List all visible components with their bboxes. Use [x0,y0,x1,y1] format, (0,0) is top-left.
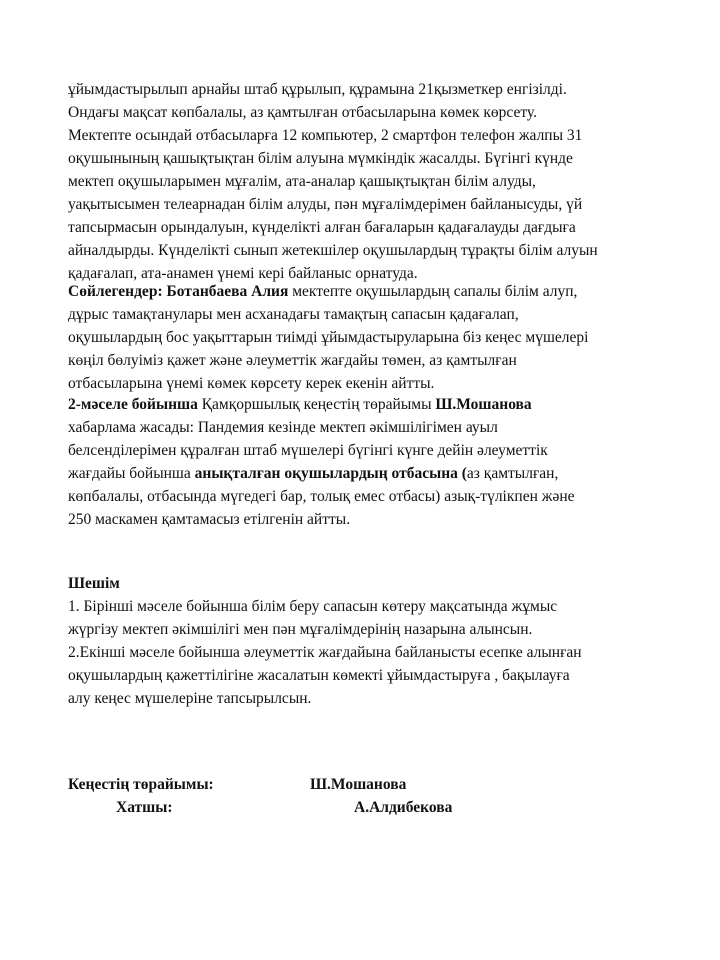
decision-heading: Шешім [68,575,120,592]
issue2-text: Қамқоршылық кеңестің төрайымы [197,396,436,413]
decision-line: жүргізу мектеп әкімшілігі мен пән мұғалімдерінің назарына алынсын. [68,621,533,638]
secretary-name: А.Алдибекова [354,799,453,816]
body-line: қадағалап, ата-анамен үнемі кері байланыс орнатуда. [68,265,418,282]
issue2-line4-end: аз қамтылған, [466,465,559,482]
issue2-first-line [68,395,532,415]
decision-line: оқушылардың қажеттілігіне жасалатын көмекті ұйымдастыруға , бақылауға [68,667,570,684]
speaker-name: Ботанбаева Алия [166,283,289,300]
chair-name: Ш.Мошанова [310,776,407,793]
body-line: мектеп оқушыларымен мұғалім, ата-аналар қашықтықтан білім алуды, [68,173,536,190]
issue2-line4-bold: анықталған оқушылардың отбасына ( [194,465,467,482]
body-line: Ондағы мақсат көпбалалы, аз қамтылған отбасыларына көмек көрсету. [68,104,537,121]
issue2-name: Ш.Мошанова [435,396,532,413]
decision-line: 2.Екінші мәселе бойынша әлеуметтік жағдайына байланысты есепке алынған [68,644,582,661]
issue2-label: 2-мәселе бойынша [68,396,198,413]
issue2-line: хабарлама жасады: Пандемия кезінде мектеп әкімшілігімен ауыл [68,419,498,436]
chair-title: Кеңестің төрайымы: [68,776,214,793]
issue2-line: көпбалалы, отбасында мүгедегі бар, толық емес отбасы) азық-түлікпен және [68,488,575,505]
speakers-text: мектепте оқушылардың сапалы білім алуп, [288,283,578,300]
issue2-line-mixed [68,464,558,484]
issue2-line4-start: жағдайы бойынша [68,465,195,482]
body-line: ұйымдастырылып арнайы штаб құрылып, құрамына 21қызметкер енгізілді. [68,81,567,98]
speakers-line: дұрыс тамақтанулары мен асханадағы тамақтың сапасын қадағалап, [68,306,519,323]
speakers-line: отбасыларына үнемі көмек көрсету керек екенін айтты. [68,375,435,392]
issue2-line: белсенділерімен құралған штаб мүшелері бүгінгі күнге дейін әлеуметтік [68,442,548,459]
body-line: уақытысымен телеарнадан білім алуды, пән мұғалімдерімен байланысуды, үй [68,196,583,213]
body-line: тапсырмасын орындалуын, күнделікті алған бағаларын қадағалауды дағдыға [68,219,576,236]
speakers-line: көңіл бөлуіміз қажет және әлеуметтік жағдайы төмен, аз қамтылған [68,352,517,369]
body-line: оқушынының қашықтықтан білім алуына мүмкіндік жасалды. Бүгінгі күнде [68,150,573,167]
secretary-title: Хатшы: [116,799,173,816]
decision-line: 1. Бірінші мәселе бойынша білім беру сапасын көтеру мақсатында жұмыс [68,598,558,615]
speakers-label: Сөйлегендер [68,283,158,300]
speakers-colon: : [157,283,163,300]
speakers-line: оқушылардың бос уақыттарын тиімді ұйымдастыруларына біз кеңес мүшелері [68,329,589,346]
body-line: айналдырды. Күнделікті сынып жетекшілер оқушылардың тұрақты білім алуын [68,242,598,259]
issue2-line: 250 маскамен қамтамасыз етілгенін айтты. [68,511,351,528]
decision-line: алу кеңес мүшелеріне тапсырылсын. [68,690,312,707]
speakers-first-line [68,282,577,302]
body-line: Мектепте осындай отбасыларға 12 компьютер, 2 смартфон телефон жалпы 31 [68,127,583,144]
